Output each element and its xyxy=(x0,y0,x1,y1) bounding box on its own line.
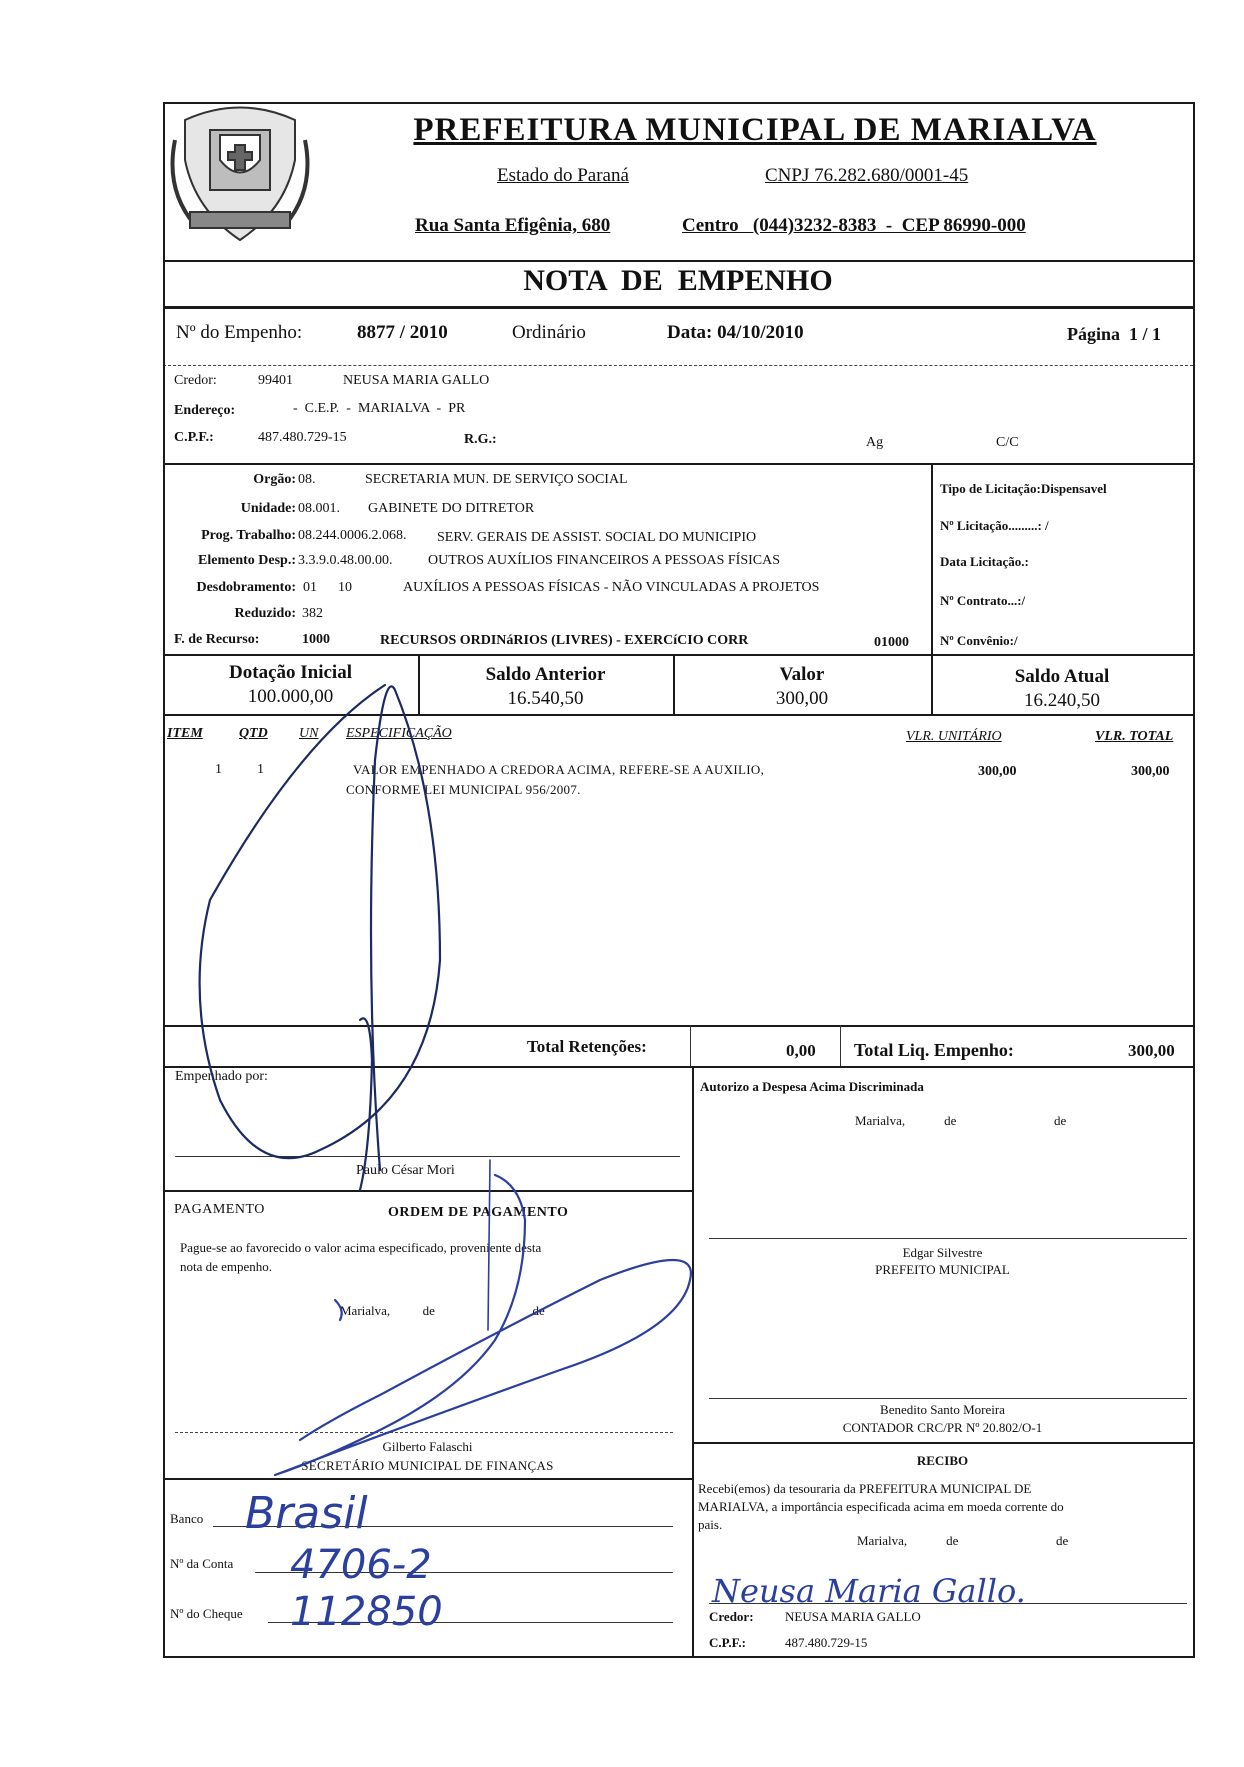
empenho-type: Ordinário xyxy=(512,322,586,343)
municipality-title: PREFEITURA MUNICIPAL DE MARIALVA xyxy=(413,112,1097,148)
recurso-code2: 01000 xyxy=(874,635,909,650)
dotacao-label: Dotação Inicial xyxy=(229,662,352,683)
rg-label: R.G.: xyxy=(464,432,497,447)
endereco-value: - C.E.P. - MARIALVA - PR xyxy=(293,401,466,416)
cc-label: C/C xyxy=(996,435,1019,450)
document-title: NOTA DE EMPENHO xyxy=(523,264,833,297)
item-spec-line2: CONFORME LEI MUNICIPAL 956/2007. xyxy=(346,782,581,797)
empenho-number: 8877 / 2010 xyxy=(357,322,448,343)
item-spec-line1: VALOR EMPENHADO A CREDORA ACIMA, REFERE-SE A AUXILIO, xyxy=(353,762,765,777)
empenhado-por-label: Empenhado por: xyxy=(175,1069,268,1084)
item-number: 1 xyxy=(215,762,222,777)
ordem-place-date: Marialva, de de xyxy=(340,1303,545,1318)
address-street: Rua Santa Efigênia, 680 xyxy=(415,215,611,236)
pague-se-text-line2: nota de empenho. xyxy=(180,1259,273,1274)
total-liquido-value: 300,00 xyxy=(1128,1041,1175,1060)
saldo-atual-label: Saldo Atual xyxy=(1014,666,1110,687)
coat-of-arms-logo xyxy=(165,100,315,250)
col-header-qtd: QTD xyxy=(239,726,268,741)
prog-name: SERV. GERAIS DE ASSIST. SOCIAL DO MUNICIPIO xyxy=(437,530,757,545)
elemento-label: Elemento Desp.: xyxy=(198,553,296,568)
licitacao-tipo: Tipo de Licitação:Dispensavel xyxy=(940,481,1107,496)
credor-label: Credor: xyxy=(174,373,217,388)
valor-label: Valor xyxy=(779,664,825,685)
col-header-vlr-total: VLR. TOTAL xyxy=(1095,729,1174,744)
secretario-name: Gilberto Falaschi xyxy=(382,1439,473,1454)
recibo-credor-name: NEUSA MARIA GALLO xyxy=(785,1609,921,1624)
orgao-code: 08. xyxy=(298,472,316,487)
conta-label: Nº da Conta xyxy=(170,1556,234,1571)
cnpj-label: CNPJ 76.282.680/0001-45 xyxy=(765,165,969,186)
saldo-atual-value: 16.240,50 xyxy=(1024,690,1100,711)
cheque-label: Nº do Cheque xyxy=(170,1606,243,1621)
item-qtd: 1 xyxy=(257,762,264,777)
desdobramento-code: 01 10 xyxy=(303,580,352,595)
recibo-place-date: Marialva, de de xyxy=(857,1533,1069,1548)
contrato-numero: Nº Contrato...:/ xyxy=(940,593,1026,608)
cpf-label: C.P.F.: xyxy=(174,430,214,445)
saldo-anterior-value: 16.540,50 xyxy=(507,688,584,709)
item-total-value: 300,00 xyxy=(1131,764,1170,779)
col-header-un: UN xyxy=(299,726,319,741)
page-number: Página 1 / 1 xyxy=(1067,324,1162,344)
valor-value: 300,00 xyxy=(775,688,829,709)
secretario-title: SECRETÁRIO MUNICIPAL DE FINANÇAS xyxy=(301,1458,554,1473)
empenho-label: Nº do Empenho: xyxy=(176,322,303,343)
col-header-item: ITEM xyxy=(167,726,203,741)
credor-name: NEUSA MARIA GALLO xyxy=(343,373,490,388)
unidade-code: 08.001. xyxy=(298,501,340,516)
elemento-code: 3.3.9.0.48.00.00. xyxy=(298,553,393,568)
dotacao-value: 100.000,00 xyxy=(247,686,334,707)
banco-handwritten: Brasil xyxy=(245,1488,368,1539)
credor-code: 99401 xyxy=(258,373,293,388)
endereco-label: Endereço: xyxy=(174,403,236,418)
empenhado-por-name: Paulo César Mori xyxy=(356,1163,455,1178)
col-header-especificacao: ESPECIFICAÇÃO xyxy=(346,726,452,741)
licitacao-numero: Nº Licitação.........: / xyxy=(940,518,1049,533)
saldo-anterior-label: Saldo Anterior xyxy=(485,664,606,685)
recibo-cpf-label: C.P.F.: xyxy=(709,1635,746,1650)
state-label: Estado do Paraná xyxy=(497,165,629,186)
total-retencoes-value: 0,00 xyxy=(786,1041,816,1060)
ag-label: Ag xyxy=(866,435,884,450)
conta-handwritten: 4706-2 xyxy=(290,1542,432,1588)
recibo-text-line1: Recebi(emos) da tesouraria da PREFEITURA MUNICIPAL DE xyxy=(698,1481,1032,1496)
recibo-text-line2: MARIALVA, a importância especificada acima em moeda corrente do xyxy=(698,1499,1064,1514)
desdobramento-label: Desdobramento: xyxy=(196,580,296,595)
elemento-name: OUTROS AUXÍLIOS FINANCEIROS A PESSOAS FÍSICAS xyxy=(428,553,781,568)
recurso-name: RECURSOS ORDINáRIOS (LIVRES) - EXERCíCIO CORR xyxy=(380,633,749,648)
cheque-handwritten: 112850 xyxy=(290,1589,443,1635)
recibo-credor-label: Credor: xyxy=(709,1609,754,1624)
total-liquido-label: Total Liq. Empenho: xyxy=(854,1040,1014,1060)
recibo-heading: RECIBO xyxy=(916,1453,969,1468)
credor-signature: Neusa Maria Gallo. xyxy=(712,1572,1026,1610)
recibo-cpf-value: 487.480.729-15 xyxy=(785,1635,868,1650)
reduzido-label: Reduzido: xyxy=(234,606,296,621)
recurso-code: 1000 xyxy=(302,632,330,647)
contador-title: CONTADOR CRC/PR Nº 20.802/O-1 xyxy=(842,1420,1043,1435)
desdobramento-name: AUXÍLIOS A PESSOAS FÍSICAS - NÃO VINCULADAS A PROJETOS xyxy=(403,580,820,595)
autorizo-place-date: Marialva, de de xyxy=(855,1113,1067,1128)
licitacao-data: Data Licitação.: xyxy=(940,554,1029,569)
recibo-text-line3: pais. xyxy=(698,1517,723,1532)
prog-code: 08.244.0006.2.068. xyxy=(298,528,407,543)
unidade-name: GABINETE DO DITRETOR xyxy=(368,501,535,516)
pague-se-text-line1: Pague-se ao favorecido o valor acima especificado, proveniente desta xyxy=(180,1240,542,1255)
reduzido-value: 382 xyxy=(302,606,323,621)
prefeito-title: PREFEITO MUNICIPAL xyxy=(875,1262,1010,1277)
unidade-label: Unidade: xyxy=(240,501,296,516)
address-contact: Centro (044)3232-8383 - CEP 86990-000 xyxy=(682,215,1026,236)
prefeito-name: Edgar Silvestre xyxy=(902,1245,983,1260)
contador-name: Benedito Santo Moreira xyxy=(880,1402,1005,1417)
recurso-label: F. de Recurso: xyxy=(174,632,260,647)
empenho-date: Data: 04/10/2010 xyxy=(667,322,804,343)
total-retencoes-label: Total Retenções: xyxy=(527,1037,647,1056)
orgao-label: Orgão: xyxy=(253,472,296,487)
prog-label: Prog. Trabalho: xyxy=(201,528,296,543)
item-unit-value: 300,00 xyxy=(978,764,1017,779)
autorizo-heading: Autorizo a Despesa Acima Discriminada xyxy=(700,1079,924,1094)
convenio-numero: Nº Convênio:/ xyxy=(940,633,1018,648)
banco-label: Banco xyxy=(170,1511,204,1526)
col-header-vlr-unitario: VLR. UNITÁRIO xyxy=(906,729,1002,744)
orgao-name: SECRETARIA MUN. DE SERVIÇO SOCIAL xyxy=(365,472,628,487)
pagamento-heading: PAGAMENTO xyxy=(174,1202,265,1217)
ordem-pagamento-heading: ORDEM DE PAGAMENTO xyxy=(388,1205,569,1220)
cpf-value: 487.480.729-15 xyxy=(258,430,347,445)
